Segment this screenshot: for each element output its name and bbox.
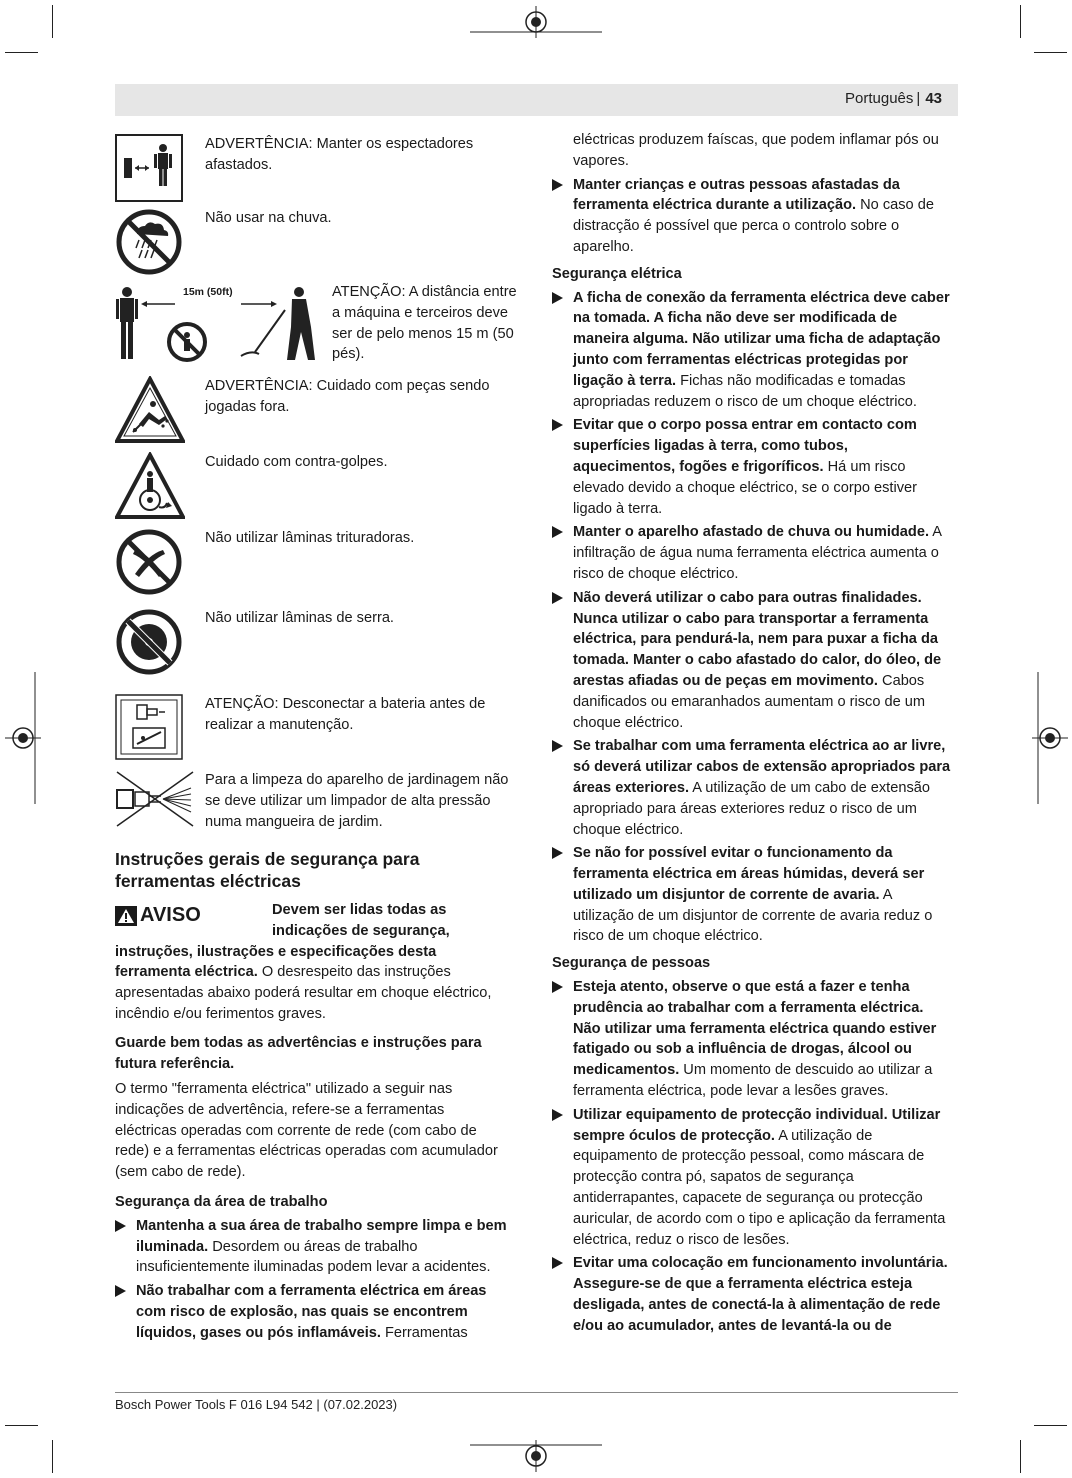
bullet-item <box>552 415 964 519</box>
bullet-text: Assegure-se de que a ferramenta eléctrica esteja <box>573 1276 913 1293</box>
bullet-arrow-icon <box>552 292 563 304</box>
bullet-text: maneira alguma. <box>573 331 689 348</box>
bullet-text: junto com ferramentas eléctricas protegidas por <box>573 351 908 368</box>
aviso-text: ferramenta eléctrica. <box>115 964 258 981</box>
bullet-text: A utilização de um cabo de extensão <box>689 779 930 796</box>
term-text: indicações de advertência, refere-se a ferramentas <box>115 1101 445 1118</box>
bullet-text: só deverá utilizar cabos de extensão apropriados para <box>573 759 951 776</box>
symbol-row <box>115 608 525 680</box>
symbol-row <box>115 134 525 204</box>
bullet-text: ferramenta eléctrica, pode levar a lesões graves. <box>573 1083 889 1100</box>
symbol-text: ATENÇÃO: Desconectar a bateria antes de realizar a manutenção. <box>205 696 486 733</box>
bullet-text: fatigado ou sob a influência de drogas, álcool ou <box>573 1041 912 1058</box>
symbol-row <box>115 452 525 524</box>
bullet-text: ligação à terra. <box>573 372 677 389</box>
bullet-text: Não utilizar uma ferramenta eléctrica quando estiver <box>573 1020 937 1037</box>
symbol-text: Não utilizar lâminas trituradoras. <box>205 530 415 546</box>
keep-bystanders-away-icon <box>115 134 183 202</box>
no-rain-icon <box>115 208 183 276</box>
bullet-text: com risco de explosão, nas quais se encontrem <box>136 1303 468 1320</box>
bullet-text: superfícies ligadas à terra, como tubos, <box>573 438 848 455</box>
bullet-arrow-icon <box>552 740 563 752</box>
term-paragraph <box>115 1079 525 1183</box>
page-footer: Bosch Power Tools F 016 L94 542 | (07.02.2023) <box>115 1397 398 1412</box>
bullet-item <box>552 1253 964 1336</box>
bullet-text: áreas exteriores. <box>573 779 690 796</box>
bullet-text: Utilizar <box>887 1106 941 1123</box>
crop-mark <box>52 1440 53 1473</box>
footer-divider <box>115 1392 958 1393</box>
bullet-text: infiltração de água numa ferramenta eléctrica aumenta o <box>573 545 939 562</box>
bullet-text: utilizado um disjuntor de corrente de avaria. <box>573 886 880 903</box>
symbol-text: Para a limpeza do aparelho de jardinagem não se deve utilizar um limpador de alta pressão numa mangueira de jardim. <box>205 772 509 830</box>
bullet-text: risco de choque eléctrico. <box>573 565 739 582</box>
symbol-text: Não utilizar lâminas de serra. <box>205 610 394 626</box>
term-text: O termo "ferramenta eléctrica" utilizado a seguir nas <box>115 1081 453 1097</box>
bullet-text: aparelho. <box>573 238 634 255</box>
bullet-text: A utilização de <box>774 1127 873 1144</box>
bullet-text: No caso de <box>856 197 934 214</box>
registration-mark-icon <box>1032 672 1068 804</box>
registration-mark-icon <box>5 672 41 804</box>
symbol-row <box>115 376 525 448</box>
no-pressure-washer-icon <box>115 770 195 828</box>
bullet-text: Não utilizar uma ficha de adaptação <box>688 331 941 348</box>
bullet-text: apropriado para áreas exteriores reduz o risco de um <box>573 800 917 817</box>
bullet-text: Evitar uma colocação em funcionamento involuntária. <box>573 1255 948 1272</box>
symbol-row <box>115 528 525 600</box>
bullet-text: tomada. <box>573 652 629 669</box>
bullet-text: Manter o cabo afastado do calor, do óleo, de <box>628 652 942 669</box>
aviso-text: instruções, ilustrações e especificações desta <box>115 943 437 960</box>
work-area-section <box>115 1192 525 1344</box>
header-text: Português | 43 <box>845 90 942 107</box>
bullet-text: Ferramentas <box>380 1324 468 1341</box>
bullet-text: desligada, antes de conectá-la à alimentação de rede <box>573 1297 941 1314</box>
term-text: eléctricas operadas com corrente de rede (com cabo de <box>115 1122 477 1139</box>
aviso-block <box>115 900 525 1025</box>
bullet-text: utilização de um disjuntor de corrente de avaria reduz o <box>573 907 933 924</box>
bullet-text: Fichas não modificadas e tomadas <box>676 372 906 389</box>
kickback-warning-icon <box>115 452 185 520</box>
bullet-arrow-icon <box>552 847 563 859</box>
subsection-heading: Segurança de pessoas <box>552 955 711 972</box>
bullet-arrow-icon <box>552 526 563 538</box>
symbol-text: Não usar na chuva. <box>205 210 332 226</box>
bullet-text: prudência ao trabalhar com a ferramenta eléctrica. <box>573 999 924 1016</box>
flying-parts-warning-icon <box>115 376 185 444</box>
bullet-text: distracção é possível que perca o controlo sobre o <box>573 218 900 235</box>
bullet-text: Não deverá utilizar o cabo para outras finalidades. <box>573 589 922 606</box>
registration-mark-icon <box>470 1440 602 1472</box>
bullet-item <box>552 288 964 413</box>
bullet-text: e/ou ao acumulador, antes de levantá-la ou de <box>573 1317 892 1334</box>
symbol-text: ATENÇÃO: A distância entre a máquina e terceiros deve ser de pelo menos 15 m (50 pés). <box>332 284 517 363</box>
bullet-item <box>115 1216 525 1278</box>
bullet-text: líquidos, gases ou pós inflamáveis. <box>136 1324 381 1341</box>
bullet-text: Se não for possível evitar o funcionamento da <box>573 845 893 862</box>
bullet-text: Se trabalhar com uma ferramenta eléctrica ao ar livre, <box>573 738 946 755</box>
crop-mark <box>1034 1425 1067 1426</box>
bullet-text: Nunca utilizar o cabo para transportar a ferramenta <box>573 610 929 627</box>
bullet-text: na tomada. <box>573 310 651 327</box>
bullet-text: A ficha não deve ser modificada de <box>650 310 898 327</box>
bullet-text: arestas afiadas ou de peças em movimento. <box>573 672 878 689</box>
bullet-text: elevado devido a choque eléctrico, se o corpo estiver <box>573 479 917 496</box>
keep-instructions <box>115 1033 525 1075</box>
symbol-text: ADVERTÊNCIA: Cuidado com peças sendo jogadas fora. <box>205 378 490 415</box>
bullet-text: Utilizar equipamento de protecção individual. <box>573 1106 888 1123</box>
bullet-text: Cabos <box>877 672 925 689</box>
crop-mark <box>1034 52 1067 53</box>
bullet-text: Evitar que o corpo possa entrar em contacto com <box>573 417 917 434</box>
symbol-row <box>115 770 525 836</box>
bullet-text: eléctrica, para pendurá-la, nem para puxar a ficha da <box>573 631 938 648</box>
bullet-text: A ficha de conexão da ferramenta eléctrica deve caber <box>573 289 950 306</box>
subsection-heading: Segurança da área de trabalho <box>115 1194 328 1210</box>
aviso-text: O desrespeito das instruções <box>257 964 451 981</box>
crop-mark <box>1020 1440 1021 1473</box>
aviso-text: Devem ser lidas todas as <box>272 902 447 918</box>
bullet-arrow-icon <box>115 1220 126 1232</box>
section-heading <box>115 848 525 892</box>
crop-mark <box>52 5 53 38</box>
distance-label: 15m (50ft) <box>183 286 233 298</box>
page-header <box>115 84 958 116</box>
bullet-text: aquecimentos, fogões e frigoríficos. <box>573 458 824 475</box>
bullet-arrow-icon <box>552 981 563 993</box>
disconnect-battery-icon <box>115 694 183 760</box>
bullet-text: insuficientemente iluminadas podem levar a acidentes. <box>136 1259 491 1276</box>
aviso-text: indicações de segurança, <box>272 922 450 939</box>
heading-line: ferramentas eléctricas <box>115 871 301 891</box>
bullet-arrow-icon <box>552 1109 563 1121</box>
bullet-text: Manter crianças e outras pessoas afastadas da <box>573 176 900 193</box>
no-saw-blades-icon <box>115 608 183 676</box>
term-text: rede) e a ferramentas eléctricas operadas com acumulador <box>115 1143 498 1160</box>
heading-line: Instruções gerais de segurança para <box>115 849 420 869</box>
bullet-arrow-icon <box>552 419 563 431</box>
no-shredder-blades-icon <box>115 528 183 596</box>
page-number: 43 <box>925 90 942 107</box>
crop-mark <box>5 52 38 53</box>
bullet-text: A <box>879 886 893 903</box>
registration-mark-icon <box>470 6 602 38</box>
bullet-text: danificados ou emaranhados aumentam o risco de um <box>573 693 926 710</box>
bullet-text: A <box>929 524 942 541</box>
aviso-label: AVISO <box>140 904 201 926</box>
right-column <box>552 130 964 1337</box>
keep-text: futura referência. <box>115 1055 235 1072</box>
bullet-text: ligado à terra. <box>573 500 663 517</box>
bullet-item <box>115 1281 525 1343</box>
symbol-row <box>115 208 525 278</box>
bullet-text: apropriadas reduzem o risco de um choque eléctrico. <box>573 393 917 410</box>
bullet-item <box>552 588 964 734</box>
bullet-arrow-icon <box>552 1257 563 1269</box>
bullet-item <box>552 175 964 258</box>
bullet-item <box>552 736 964 840</box>
bullet-text: medicamentos. <box>573 1062 680 1079</box>
bullet-text: iluminada. <box>136 1238 209 1255</box>
continued-text: vapores. <box>573 152 629 169</box>
subsection-heading: Segurança elétrica <box>552 265 682 282</box>
bullet-text: Desordem ou áreas de trabalho <box>208 1238 418 1255</box>
bullet-text: equipamento de protecção pessoal, como máscara de <box>573 1148 925 1165</box>
bullet-text: Esteja atento, observe o que está a fazer e tenha <box>573 979 910 996</box>
bullet-text: protecção contra pó, sapatos de segurança <box>573 1169 854 1186</box>
bullet-text: ferramenta eléctrica em áreas húmidas, deverá ser <box>573 866 925 883</box>
crop-mark <box>1020 5 1021 38</box>
symbol-text: ADVERTÊNCIA: Manter os espectadores afastados. <box>205 136 474 173</box>
aviso-badge <box>115 904 201 927</box>
bullet-item <box>552 1105 964 1251</box>
bullet-text: Há um risco <box>823 458 906 475</box>
bullet-text: Manter o aparelho afastado de chuva ou humidade. <box>573 524 929 541</box>
aviso-text: apresentadas abaixo poderá resultar em choque eléctrico, <box>115 985 492 1002</box>
bullet-item <box>552 843 964 947</box>
bullet-text: Um momento de descuido ao utilizar a <box>679 1062 933 1079</box>
bullet-text: sempre óculos de protecção. <box>573 1127 775 1144</box>
bullet-item <box>552 977 964 1102</box>
bullet-item <box>552 522 964 584</box>
term-text: (sem cabo de rede). <box>115 1164 246 1181</box>
bullet-text: eléctrica, reduz o risco de lesões. <box>573 1231 790 1248</box>
symbol-text: Cuidado com contra-golpes. <box>205 454 388 470</box>
bullet-text: choque eléctrico. <box>573 821 684 838</box>
bullet-text: choque eléctrico. <box>573 714 684 731</box>
bullet-text: auricular, de acordo com o tipo e aplicação da ferramenta <box>573 1210 946 1227</box>
bullet-text: Não trabalhar com a ferramenta eléctrica em áreas <box>136 1283 487 1300</box>
bullet-text: ferramenta eléctrica durante a utilização. <box>573 197 857 214</box>
warning-triangle-icon <box>115 906 137 926</box>
symbol-row <box>115 282 525 372</box>
crop-mark <box>5 1425 38 1426</box>
bullet-arrow-icon <box>115 1285 126 1297</box>
aviso-text: incêndio e/ou ferimentos graves. <box>115 1005 326 1022</box>
bullet-text: risco de um choque eléctrico. <box>573 928 763 945</box>
keep-text: Guarde bem todas as advertências e instruções para <box>115 1035 482 1051</box>
bullet-arrow-icon <box>552 592 563 604</box>
bullet-arrow-icon <box>552 179 563 191</box>
header-language: Português <box>845 90 914 107</box>
symbol-row <box>115 694 525 764</box>
bullet-text: antiderrapantes, capacete de segurança ou protecção <box>573 1190 923 1207</box>
continued-text: eléctricas produzem faíscas, que podem inflamar pós ou <box>573 132 939 148</box>
bullet-text: Mantenha a sua área de trabalho sempre limpa e bem <box>136 1217 507 1234</box>
